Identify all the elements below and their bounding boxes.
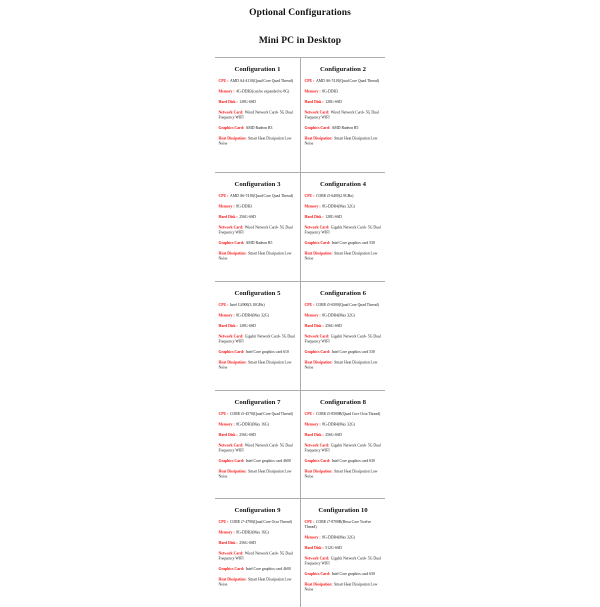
- cpu-label: CPU :: [218, 411, 229, 416]
- memory-label: Memory :: [218, 204, 235, 209]
- memory-value: 8G-DDR4(Max 32G): [236, 313, 269, 318]
- memory-row: [305, 89, 382, 94]
- cpu-label: CPU :: [218, 193, 229, 198]
- network-card-value: Wired Network Card+ 5G Dual Frequency WIFI: [218, 551, 293, 561]
- heat-dissipation-value: Smart Heat Dissipation Low Noise: [304, 582, 378, 592]
- hard-disk-value: 512G-SSD: [325, 545, 342, 550]
- cpu-row: [219, 520, 297, 525]
- heat-dissipation-row: [219, 360, 297, 370]
- memory-row: [305, 422, 382, 427]
- network-card-label: Network Card:: [218, 443, 244, 448]
- heat-dissipation-value: Smart Heat Dissipation Low Noise: [304, 251, 378, 261]
- graphics-card-row: [219, 126, 297, 131]
- network-card-row: [219, 443, 297, 453]
- heat-dissipation-row: [219, 251, 297, 261]
- memory-label: Memory :: [218, 422, 235, 427]
- heat-dissipation-value: Smart Heat Dissipation Low Noise: [304, 469, 378, 479]
- configuration-card: [300, 57, 385, 172]
- graphics-card-value: Intel Core graphics card 4600: [245, 458, 291, 463]
- graphics-card-value: Intel Core graphics card 630: [331, 571, 375, 576]
- memory-value: 8G-DDR4(Max 32G): [322, 313, 355, 318]
- network-card-value: Wired Network Card+ 5G Dual Frequency WIFI: [304, 110, 379, 120]
- graphics-card-label: Graphics Card:: [304, 458, 331, 463]
- hard-disk-label: Hard Disk :: [218, 540, 238, 545]
- cpu-value: CORE i5-8500B(Quad Core Octa Thread): [316, 411, 381, 416]
- cpu-row: [219, 303, 297, 308]
- configuration-title: Configuration 6: [320, 289, 366, 297]
- network-card-label: Network Card:: [304, 334, 330, 339]
- graphics-card-label: Graphics Card:: [218, 240, 245, 245]
- heat-dissipation-label: Heat Dissipation:: [304, 136, 333, 141]
- network-card-row: [305, 110, 382, 120]
- cpu-label: CPU :: [218, 519, 229, 524]
- hard-disk-row: [219, 324, 297, 329]
- configuration-card: [300, 498, 385, 607]
- graphics-card-label: Graphics Card:: [218, 125, 245, 130]
- hard-disk-value: 256G-SSD: [239, 540, 256, 545]
- configuration-title: Configuration 8: [320, 398, 366, 406]
- heat-dissipation-row: [305, 251, 382, 261]
- configuration-card: [300, 281, 385, 390]
- heat-dissipation-label: Heat Dissipation:: [304, 469, 333, 474]
- cpu-row: [219, 412, 297, 417]
- hard-disk-value: 128G-SSD: [325, 99, 342, 104]
- graphics-card-value: Intel Core graphics card 4600: [245, 566, 291, 571]
- network-card-value: Gigabit Network Card+ 5G Dual Frequency WIFI: [304, 443, 381, 453]
- configuration-title: Configuration 2: [320, 65, 366, 73]
- hard-disk-value: 128G-SSD: [239, 99, 256, 104]
- cpu-value: CORE i5-6400(2.9GHz): [316, 193, 354, 198]
- graphics-card-row: [305, 572, 382, 577]
- graphics-card-value: AMD Radeon R5: [245, 240, 273, 245]
- configuration-card: [215, 172, 300, 281]
- memory-row: [305, 535, 382, 540]
- heat-dissipation-value: Smart Heat Dissipation Low Noise: [304, 360, 378, 370]
- memory-value: 8G-DDR4(Max 32G): [322, 535, 355, 540]
- heat-dissipation-row: [219, 136, 297, 146]
- network-card-value: Gigabit Network Card+ 5G Dual Frequency WIFI: [304, 556, 381, 566]
- configuration-title: Configuration 1: [234, 65, 281, 73]
- cpu-value: CORE i7-4790(Quad Core Octa Thread): [230, 519, 292, 524]
- network-card-value: Gigabit Network Card+ 5G Dual Frequency WIFI: [304, 334, 381, 344]
- configuration-title: Configuration 5: [234, 289, 281, 297]
- heat-dissipation-row: [305, 582, 382, 592]
- configuration-card: [300, 390, 385, 498]
- configuration-card: [215, 498, 300, 607]
- graphics-card-row: [219, 350, 297, 355]
- memory-value: 8G-DDR4(Max 32G): [322, 422, 355, 427]
- graphics-card-value: AMD Radeon R5: [331, 125, 359, 130]
- graphics-card-value: Intel Core graphics card 610: [245, 349, 289, 354]
- graphics-card-value: Intel Core graphics card 630: [331, 458, 375, 463]
- memory-row: [305, 204, 382, 209]
- memory-value: 8G-DDR3: [236, 204, 252, 209]
- hard-disk-label: Hard Disk :: [304, 323, 324, 328]
- hard-disk-label: Hard Disk :: [304, 99, 324, 104]
- network-card-label: Network Card:: [218, 110, 244, 115]
- heat-dissipation-label: Heat Dissipation:: [304, 582, 333, 587]
- configuration-card: [300, 172, 385, 281]
- network-card-label: Network Card:: [304, 110, 330, 115]
- cpu-value: CORE i5-6500(Quad Core Quad Thread): [316, 302, 379, 307]
- cpu-row: [305, 194, 382, 199]
- heat-dissipation-value: Smart Heat Dissipation Low Noise: [218, 136, 292, 146]
- hard-disk-value: 256G-SSD: [239, 214, 256, 219]
- cpu-label: CPU :: [304, 302, 315, 307]
- hard-disk-value: 256G-SSD: [239, 432, 256, 437]
- graphics-card-label: Graphics Card:: [304, 125, 331, 130]
- heat-dissipation-label: Heat Dissipation:: [218, 577, 247, 582]
- graphics-card-row: [305, 126, 382, 131]
- hard-disk-label: Hard Disk :: [304, 214, 324, 219]
- cpu-label: CPU :: [304, 193, 315, 198]
- hard-disk-label: Hard Disk :: [218, 99, 238, 104]
- graphics-card-value: Intel Core graphics card 530: [331, 349, 375, 354]
- network-card-label: Network Card:: [218, 334, 244, 339]
- configurations-table: [215, 57, 385, 607]
- heat-dissipation-value: Smart Heat Dissipation Low Noise: [218, 251, 292, 261]
- hard-disk-label: Hard Disk :: [218, 323, 238, 328]
- configuration-title: Configuration 4: [320, 180, 366, 188]
- memory-row: [305, 313, 382, 318]
- graphics-card-label: Graphics Card:: [304, 240, 331, 245]
- memory-label: Memory :: [304, 89, 321, 94]
- graphics-card-value: AMD Radeon R3: [245, 125, 273, 130]
- graphics-card-label: Graphics Card:: [304, 349, 331, 354]
- network-card-value: Wired Network Card+ 5G Dual Frequency WIFI: [218, 110, 293, 120]
- cpu-label: CPU :: [218, 302, 229, 307]
- hard-disk-row: [219, 541, 297, 546]
- network-card-row: [305, 556, 382, 566]
- network-card-row: [219, 110, 297, 120]
- cpu-value: Intel G4900(3.10GHz): [230, 302, 265, 307]
- network-card-row: [305, 334, 382, 344]
- memory-label: Memory :: [218, 530, 235, 535]
- memory-value: 4G-DDR3(can be expanded to 8G): [236, 89, 290, 94]
- heat-dissipation-value: Smart Heat Dissipation Low Noise: [218, 577, 292, 587]
- hard-disk-row: [305, 433, 382, 438]
- heat-dissipation-value: Smart Heat Dissipation Low Noise: [218, 360, 292, 370]
- cpu-label: CPU :: [304, 519, 315, 524]
- hard-disk-label: Hard Disk :: [218, 214, 238, 219]
- hard-disk-value: 128G-SSD: [325, 214, 342, 219]
- network-card-row: [219, 225, 297, 235]
- memory-label: Memory :: [304, 422, 321, 427]
- network-card-value: Gigabit Network Card+ 5G Dual Frequency WIFI: [218, 334, 295, 344]
- hard-disk-row: [305, 546, 382, 551]
- configuration-title: Configuration 10: [318, 506, 368, 514]
- network-card-label: Network Card:: [304, 225, 330, 230]
- page-title: Optional Configurations: [249, 8, 351, 18]
- graphics-card-value: Intel Core graphics card 530: [331, 240, 375, 245]
- heat-dissipation-row: [305, 136, 382, 146]
- configuration-card: [215, 281, 300, 390]
- hard-disk-label: Hard Disk :: [304, 545, 324, 550]
- cpu-row: [219, 194, 297, 199]
- cpu-row: [219, 79, 297, 84]
- hard-disk-value: 256G-SSD: [325, 432, 342, 437]
- cpu-label: CPU :: [218, 78, 229, 83]
- memory-row: [219, 89, 297, 94]
- network-card-value: Wired Network Card+ 5G Dual Frequency WIFI: [218, 443, 293, 453]
- graphics-card-row: [219, 567, 297, 572]
- cpu-row: [305, 412, 382, 417]
- memory-value: 8G-DDR3(Max 16G): [236, 530, 269, 535]
- configuration-title: Configuration 3: [234, 180, 281, 188]
- cpu-value: CORE i7-8700B(Hexa Core Twelve Thread): [304, 519, 372, 529]
- memory-value: 8G-DDR4(Max 32G): [322, 204, 355, 209]
- configuration-title: Configuration 7: [234, 398, 281, 406]
- hard-disk-row: [305, 215, 382, 220]
- cpu-label: CPU :: [304, 411, 315, 416]
- graphics-card-row: [305, 350, 382, 355]
- heat-dissipation-value: Smart Heat Dissipation Low Noise: [218, 469, 292, 479]
- memory-label: Memory :: [304, 204, 321, 209]
- cpu-row: [305, 303, 382, 308]
- graphics-card-row: [219, 459, 297, 464]
- heat-dissipation-row: [305, 469, 382, 479]
- memory-row: [219, 313, 297, 318]
- cpu-value: CORE i5-4570(Quad Core Quad Thread): [230, 411, 293, 416]
- cpu-row: [305, 79, 382, 84]
- memory-label: Memory :: [304, 535, 321, 540]
- hard-disk-row: [305, 324, 382, 329]
- graphics-card-label: Graphics Card:: [304, 571, 331, 576]
- graphics-card-row: [305, 241, 382, 246]
- page-subtitle: Mini PC in Desktop: [258, 36, 342, 46]
- network-card-row: [305, 225, 382, 235]
- heat-dissipation-label: Heat Dissipation:: [218, 136, 247, 141]
- hard-disk-row: [219, 215, 297, 220]
- network-card-label: Network Card:: [304, 443, 330, 448]
- cpu-value: AMD A6-7410(Quad Core Quad Thread): [316, 78, 380, 83]
- network-card-row: [305, 443, 382, 453]
- memory-row: [219, 422, 297, 427]
- hard-disk-row: [219, 433, 297, 438]
- hard-disk-value: 256G-SSD: [325, 323, 342, 328]
- heat-dissipation-value: Smart Heat Dissipation Low Noise: [304, 136, 378, 146]
- hard-disk-row: [219, 100, 297, 105]
- memory-label: Memory :: [304, 313, 321, 318]
- heat-dissipation-label: Heat Dissipation:: [304, 360, 333, 365]
- cpu-value: AMD A6-7410(Quad Core Quad Thread): [230, 193, 294, 198]
- hard-disk-row: [305, 100, 382, 105]
- cpu-label: CPU :: [304, 78, 315, 83]
- network-card-value: Gigabit Network Card+ 5G Dual Frequency WIFI: [304, 225, 381, 235]
- memory-label: Memory :: [218, 89, 235, 94]
- cpu-row: [305, 520, 382, 530]
- configuration-card: [215, 57, 300, 172]
- network-card-label: Network Card:: [218, 225, 244, 230]
- cpu-value: AMD A4-4110(Quad Core Quad Thread): [230, 78, 293, 83]
- network-card-value: Wired Network Card+ 5G Dual Frequency WIFI: [218, 225, 293, 235]
- network-card-row: [219, 551, 297, 561]
- memory-label: Memory :: [218, 313, 235, 318]
- heat-dissipation-label: Heat Dissipation:: [218, 251, 247, 256]
- heat-dissipation-row: [305, 360, 382, 370]
- memory-row: [219, 530, 297, 535]
- graphics-card-row: [305, 459, 382, 464]
- network-card-label: Network Card:: [304, 556, 330, 561]
- graphics-card-label: Graphics Card:: [218, 566, 245, 571]
- hard-disk-label: Hard Disk :: [304, 432, 324, 437]
- heat-dissipation-label: Heat Dissipation:: [218, 469, 247, 474]
- memory-value: 8G-DDR3(Max 16G): [236, 422, 269, 427]
- network-card-row: [219, 334, 297, 344]
- heat-dissipation-label: Heat Dissipation:: [304, 251, 333, 256]
- hard-disk-label: Hard Disk :: [218, 432, 238, 437]
- configuration-card: [215, 390, 300, 498]
- heat-dissipation-row: [219, 577, 297, 587]
- network-card-label: Network Card:: [218, 551, 244, 556]
- graphics-card-label: Graphics Card:: [218, 458, 245, 463]
- memory-value: 8G-DDR3: [322, 89, 338, 94]
- graphics-card-row: [219, 241, 297, 246]
- configuration-title: Configuration 9: [234, 506, 281, 514]
- heat-dissipation-label: Heat Dissipation:: [218, 360, 247, 365]
- graphics-card-label: Graphics Card:: [218, 349, 245, 354]
- memory-row: [219, 204, 297, 209]
- hard-disk-value: 128G-SSD: [239, 323, 256, 328]
- heat-dissipation-row: [219, 469, 297, 479]
